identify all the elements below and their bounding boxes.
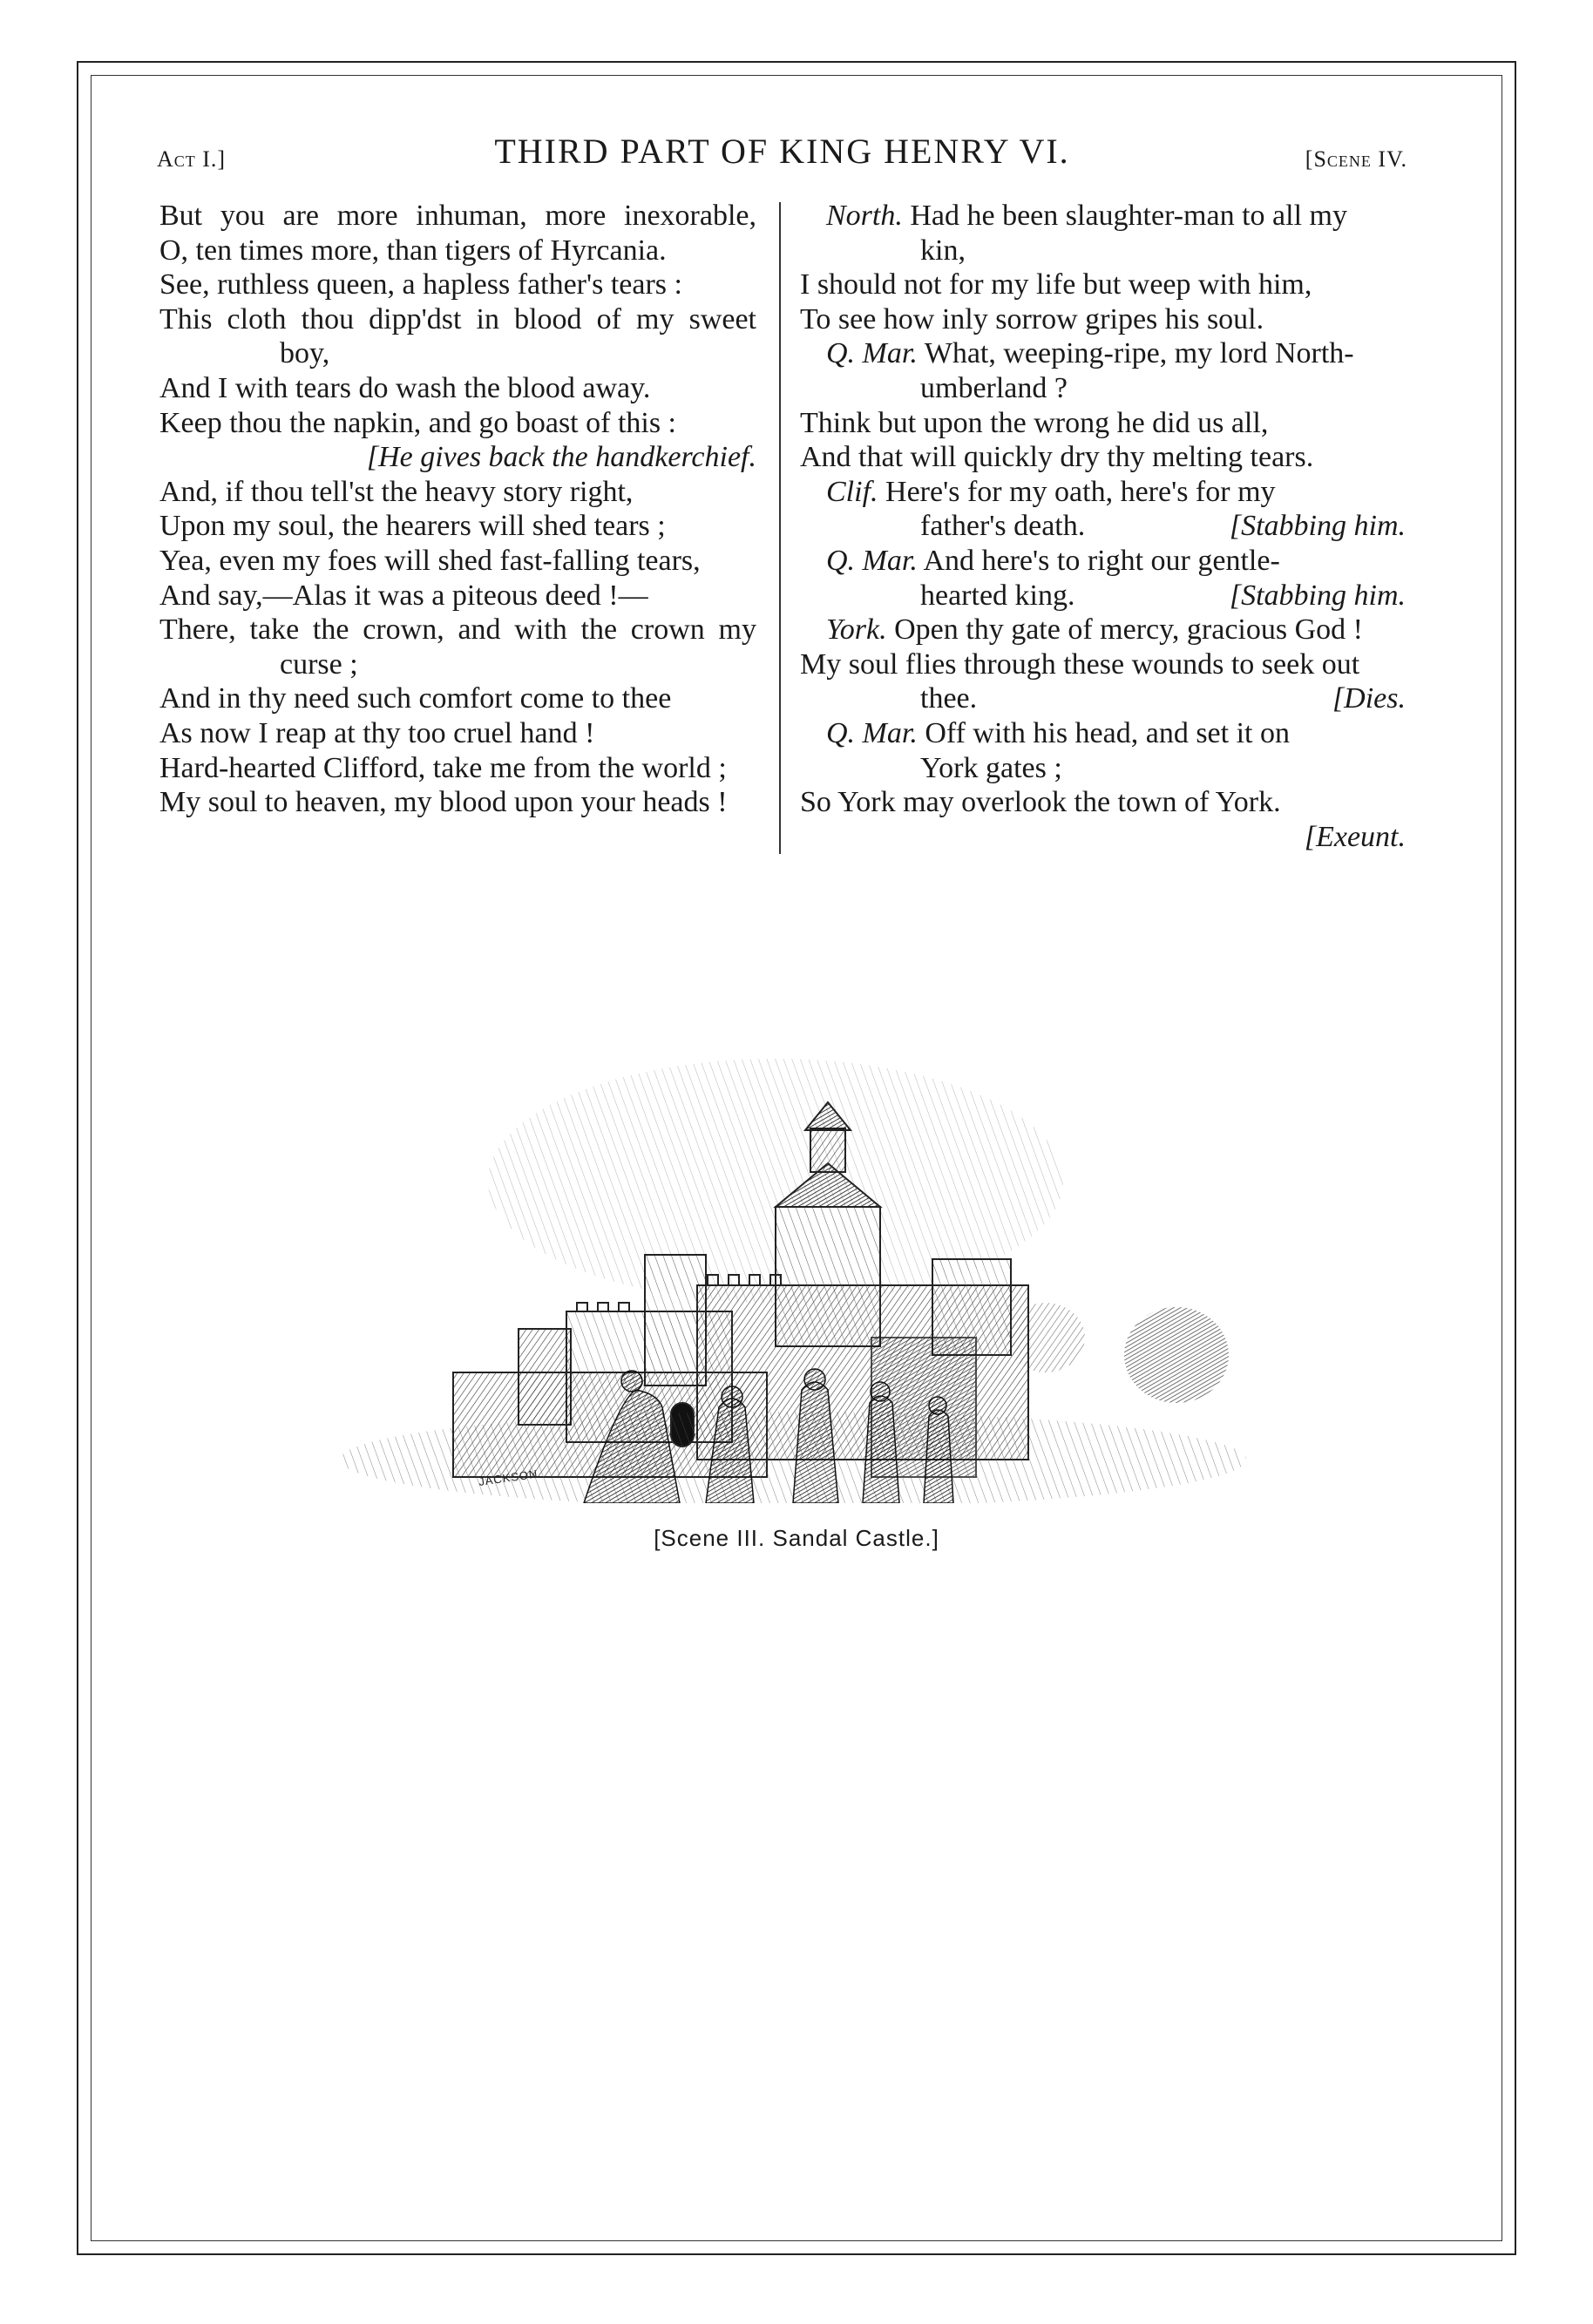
verse-text: Open thy gate of mercy, gracious God ! xyxy=(894,613,1363,647)
verse-line: curse ; xyxy=(280,647,358,681)
right-column xyxy=(800,199,1406,854)
play-title: THIRD PART OF KING HENRY VI. xyxy=(494,132,1070,171)
scene-label: [Scene IV. xyxy=(1305,146,1407,172)
act-label: Act I.] xyxy=(157,146,227,172)
verse-line: boy, xyxy=(280,337,330,370)
verse-line: There, take the crown, and with the crown my xyxy=(159,613,756,647)
illustration-caption: [Scene III. Sandal Castle.] xyxy=(654,1525,939,1551)
stage-direction: [He gives back the handkerchief. xyxy=(366,441,756,474)
verse-line xyxy=(800,509,1406,544)
verse-text: Off with his head, and set it on xyxy=(925,716,1290,749)
stage-direction: [Stabbing him. xyxy=(1229,510,1406,543)
speech-york xyxy=(800,613,1406,647)
speech-clifford xyxy=(800,475,1406,510)
verse-text: Here's for my oath, here's for my xyxy=(885,475,1276,508)
speech-queen-margaret xyxy=(800,716,1406,751)
verse-line: So York may overlook the town of York. xyxy=(800,786,1281,819)
verse-line: O, ten times more, than tigers of Hyrcania. xyxy=(159,234,667,267)
verse-line: And I with tears do wash the blood away. xyxy=(159,371,651,404)
verse-line: As now I reap at thy too cruel hand ! xyxy=(159,716,595,749)
verse-line: Keep thou the napkin, and go boast of this : xyxy=(159,406,677,439)
speech-north xyxy=(800,199,1406,234)
verse-line: But you are more inhuman, more inexorable, xyxy=(159,200,756,232)
verse-line: This cloth thou dipp'dst in blood of my sweet xyxy=(159,302,756,335)
verse-line: And say,—Alas it was a piteous deed !— xyxy=(159,579,648,612)
verse-line: Hard-hearted Clifford, take me from the world ; xyxy=(159,751,727,784)
verse-line: Think but upon the wrong he did us all, xyxy=(800,406,1269,439)
verse-line: And that will quickly dry thy melting tears. xyxy=(800,441,1314,474)
speaker-queen-margaret: Q. Mar. xyxy=(826,544,918,577)
verse-line: See, ruthless queen, a hapless father's tears : xyxy=(159,268,682,302)
verse-text: What, weeping-ripe, my lord North- xyxy=(924,337,1354,370)
running-head xyxy=(157,131,1407,174)
verse-line: Upon my soul, the hearers will shed tears ; xyxy=(159,510,666,543)
verse-line: umberland ? xyxy=(920,371,1068,404)
speaker-queen-margaret: Q. Mar. xyxy=(826,716,918,749)
verse-text: And here's to right our gentle- xyxy=(923,544,1280,577)
verse-line xyxy=(800,681,1406,716)
verse-text: Had he been slaughter-man to all my xyxy=(910,200,1347,232)
verse-line: And in thy need such comfort come to thee xyxy=(159,682,672,715)
ground xyxy=(340,1412,1246,1503)
verse-text: thee. xyxy=(920,682,978,715)
speech-queen-margaret xyxy=(800,336,1406,371)
verse-line: My soul to heaven, my blood upon your heads ! xyxy=(159,786,728,819)
speaker-york: York. xyxy=(826,613,887,647)
stage-direction: [Stabbing him. xyxy=(1229,579,1406,612)
speaker-north: North. xyxy=(826,200,903,232)
speech-queen-margaret xyxy=(800,544,1406,579)
verse-text: hearted king. xyxy=(920,579,1075,612)
left-column xyxy=(159,199,756,820)
speaker-queen-margaret: Q. Mar. xyxy=(826,337,918,370)
engraver-signature: JACKSON xyxy=(478,1467,539,1488)
verse-line: kin, xyxy=(920,234,966,267)
stage-direction-exeunt: [Exeunt. xyxy=(1304,820,1406,853)
verse-text: father's death. xyxy=(920,510,1086,543)
castle-engraving xyxy=(288,1050,1298,1503)
column-divider xyxy=(779,202,781,854)
verse-line: York gates ; xyxy=(920,751,1062,784)
verse-line xyxy=(800,579,1406,613)
verse-line: And, if thou tell'st the heavy story right, xyxy=(159,475,634,508)
speaker-clifford: Clif. xyxy=(826,475,878,508)
tree xyxy=(1124,1307,1229,1403)
verse-line: My soul flies through these wounds to seek out xyxy=(800,647,1360,681)
stage-direction: [Dies. xyxy=(1332,682,1406,715)
verse-line: To see how inly sorrow gripes his soul. xyxy=(800,302,1264,335)
tree xyxy=(1007,1303,1085,1372)
verse-line: I should not for my life but weep with him, xyxy=(800,268,1312,302)
verse-line: Yea, even my foes will shed fast-falling tears, xyxy=(159,544,701,577)
